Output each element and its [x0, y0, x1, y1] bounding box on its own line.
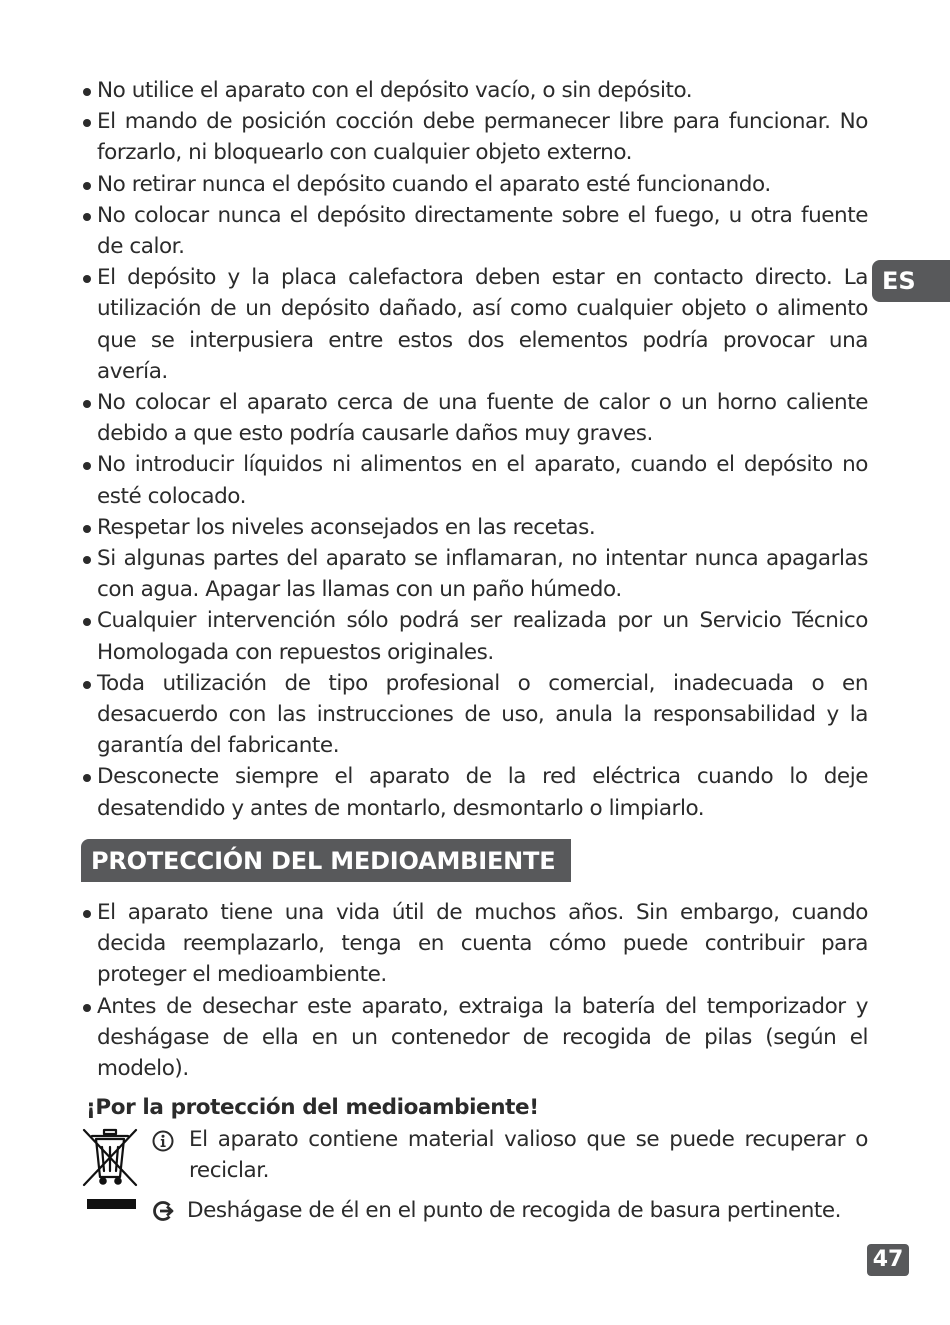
weee-underline-bar	[87, 1199, 136, 1209]
recycling-point-note: Deshágase de él en el punto de recogida de basura pertinente.	[187, 1198, 842, 1223]
list-item: Desconecte siempre el aparato de la red eléctrica cuando lo deje desatendido y antes de montarlo, desmontarlo o limpiarlo.	[80, 761, 868, 823]
section-heading: PROTECCIÓN DEL MEDIOAMBIENTE	[81, 839, 571, 882]
crossed-out-wheelie-bin-icon	[80, 1127, 140, 1189]
list-item: No colocar nunca el depósito directamente sobre el fuego, u otra fuente de calor.	[80, 200, 868, 262]
list-item: Cualquier intervención sólo podrá ser realizada por un Servicio Técnico Homologada con repuestos originales.	[80, 605, 868, 667]
environment-subtitle: ¡Por la protección del medioambiente!	[86, 1095, 539, 1120]
list-item: No utilice el aparato con el depósito vacío, o sin depósito.	[80, 75, 868, 106]
list-item: El aparato tiene una vida útil de muchos años. Sin embargo, cuando decida reemplazarlo, tenga en cuenta cómo puede contribuir para proteger el medioambiente.	[80, 897, 868, 991]
list-item: Respetar los niveles aconsejados en las recetas.	[80, 512, 868, 543]
list-item: No retirar nunca el depósito cuando el aparato esté funcionando.	[80, 169, 868, 200]
page-number: 47	[867, 1244, 909, 1276]
list-item: El mando de posición cocción debe permanecer libre para funcionar. No forzarlo, ni bloquearlo con cualquier objeto externo.	[80, 106, 868, 168]
list-item: No introducir líquidos ni alimentos en el aparato, cuando el depósito no esté colocado.	[80, 449, 868, 511]
language-tab: ES	[872, 260, 950, 302]
info-circle-icon	[152, 1130, 174, 1152]
recyclable-material-note: El aparato contiene material valioso que se puede recuperar o reciclar.	[189, 1127, 868, 1184]
list-item: Toda utilización de tipo profesional o comercial, inadecuada o en desacuerdo con las instrucciones de uso, anula la responsabilidad y la garantía del fabricante.	[80, 668, 868, 762]
environment-list	[80, 897, 868, 1084]
list-item: No colocar el aparato cerca de una fuente de calor o un horno caliente debido a que esto podría causarle daños muy graves.	[80, 387, 868, 449]
circled-arrow-icon	[152, 1200, 174, 1222]
list-item: El depósito y la placa calefactora deben estar en contacto directo. La utilización de un depósito dañado, así como cualquier objeto o alimento que se interpusiera entre estos dos elementos podría provocar una avería.	[80, 262, 868, 387]
safety-instructions-list	[80, 75, 868, 824]
list-item: Si algunas partes del aparato se inflamaran, no intentar nunca apagarlas con agua. Apagar las llamas con un paño húmedo.	[80, 543, 868, 605]
list-item: Antes de desechar este aparato, extraiga la batería del temporizador y deshágase de ella en un contenedor de recogida de pilas (según el modelo).	[80, 991, 868, 1085]
